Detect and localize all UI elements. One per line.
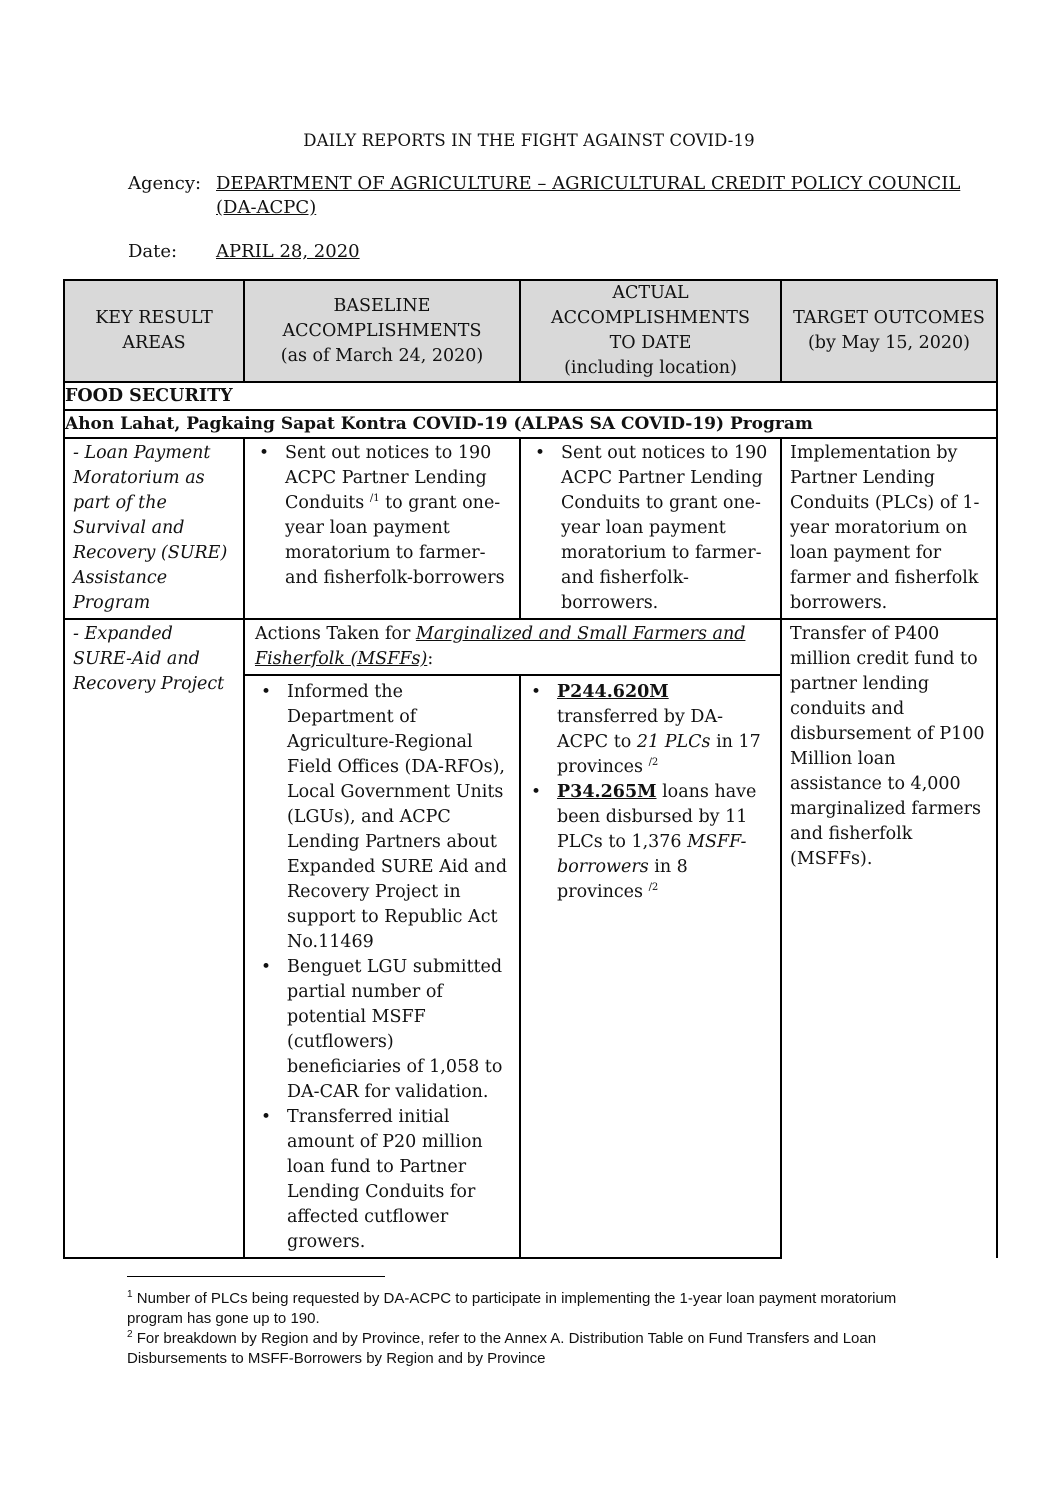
actual-cell [520,675,781,1258]
list-item: • Transferred initial amount of P20 million loan fund to Partner Lending Conduits for affected cutflower growers. [287,1105,513,1255]
footnote-2: $^2$ For breakdown by Region and by Province, refer to the Annex A. Distribution Table on Fund Transfers and Loan Disbursements to MSFF-Borrowers by Region and by Province [127,1329,877,1367]
list-item: • P244.620M transferred by DA-ACPC to 21 PLCs in 17 provinces $^{/2}$ [557,680,774,780]
list-item: • Sent out notices to 190 ACPC Partner Lending Conduits to grant one-year loan payment moratorium to farmer- and fisherfolk-borrowers. [561,441,774,616]
list-item: • Benguet LGU submitted partial number of potential MSFF (cutflowers) beneficiaries of 1,058 to DA-CAR for validation. [287,955,513,1105]
table-row [64,619,997,675]
report-title: DAILY REPORTS IN THE FIGHT AGAINST COVID-19 [303,131,755,150]
date-value: APRIL 28, 2020 [216,241,360,262]
table-row [64,438,997,619]
agency-label: Agency: [128,173,202,194]
table-header-row [64,280,997,382]
col-header-actual: ACTUAL ACCOMPLISHMENTS TO DATE (including location) [520,280,781,382]
footnote-divider [127,1276,385,1277]
target-cell: Transfer of P400 million credit fund to partner lending conduits and disbursement of P100 Million loan assistance to 4,000 marginalized farmers and fisherfolk (MSFFs). [781,619,997,1258]
footnote-1: $^1$ Number of PLCs being requested by DA-ACPC to participate in implementing the 1-year loan payment moratorium program has gone up to 190. [127,1289,897,1327]
kra-cell: - Expanded SURE-Aid and Recovery Project [64,619,244,1258]
actual-cell [520,438,781,619]
agency-value-line1: DEPARTMENT OF AGRICULTURE – AGRICULTURAL CREDIT POLICY COUNCIL [216,173,961,194]
program-title: Ahon Lahat, Pagkaing Sapat Kontra COVID-19 (ALPAS SA COVID-19) Program [64,410,997,438]
target-cell: Implementation by Partner Lending Conduits (PLCs) of 1-year moratorium on loan payment for farmer and fisherfolk borrowers. [781,438,997,619]
report-table [63,279,998,1259]
footnotes [127,1289,897,1369]
actions-taken-cell: Actions Taken for Marginalized and Small Farmers and Fisherfolk (MSFFs): [244,619,781,675]
list-item: • Informed the Department of Agriculture-Regional Field Offices (DA-RFOs), Local Government Units (LGUs), and ACPC Lending Partners about Expanded SURE Aid and Recovery Project in support to Republic Act No.11469 [287,680,513,955]
list-item: • Sent out notices to 190 ACPC Partner Lending Conduits $^{/1}$ to grant one-year loan payment moratorium to farmer- and fisherfolk-borrowers [285,441,513,591]
baseline-cell [244,438,520,619]
col-header-baseline: BASELINE ACCOMPLISHMENTS (as of March 24, 2020) [244,280,520,382]
date-label: Date: [128,241,178,262]
kra-cell: - Loan Payment Moratorium as part of the Survival and Recovery (SURE) Assistance Program [64,438,244,619]
col-header-key-result-areas: KEY RESULT AREAS [64,280,244,382]
agency-value-line2: (DA-ACPC) [216,197,317,218]
list-item: • P34.265M loans have been disbursed by 11 PLCs to 1,376 MSFF-borrowers in 8 provinces $^{/2}$ [557,780,774,905]
section-title: FOOD SECURITY [64,382,997,410]
section-row [64,382,997,410]
col-header-target: TARGET OUTCOMES (by May 15, 2020) [781,280,997,382]
msff-link: Marginalized and Small Farmers and Fisherfolk (MSFFs) [255,624,746,669]
agency-value [216,172,960,220]
program-row [64,410,997,438]
baseline-cell [244,675,520,1258]
